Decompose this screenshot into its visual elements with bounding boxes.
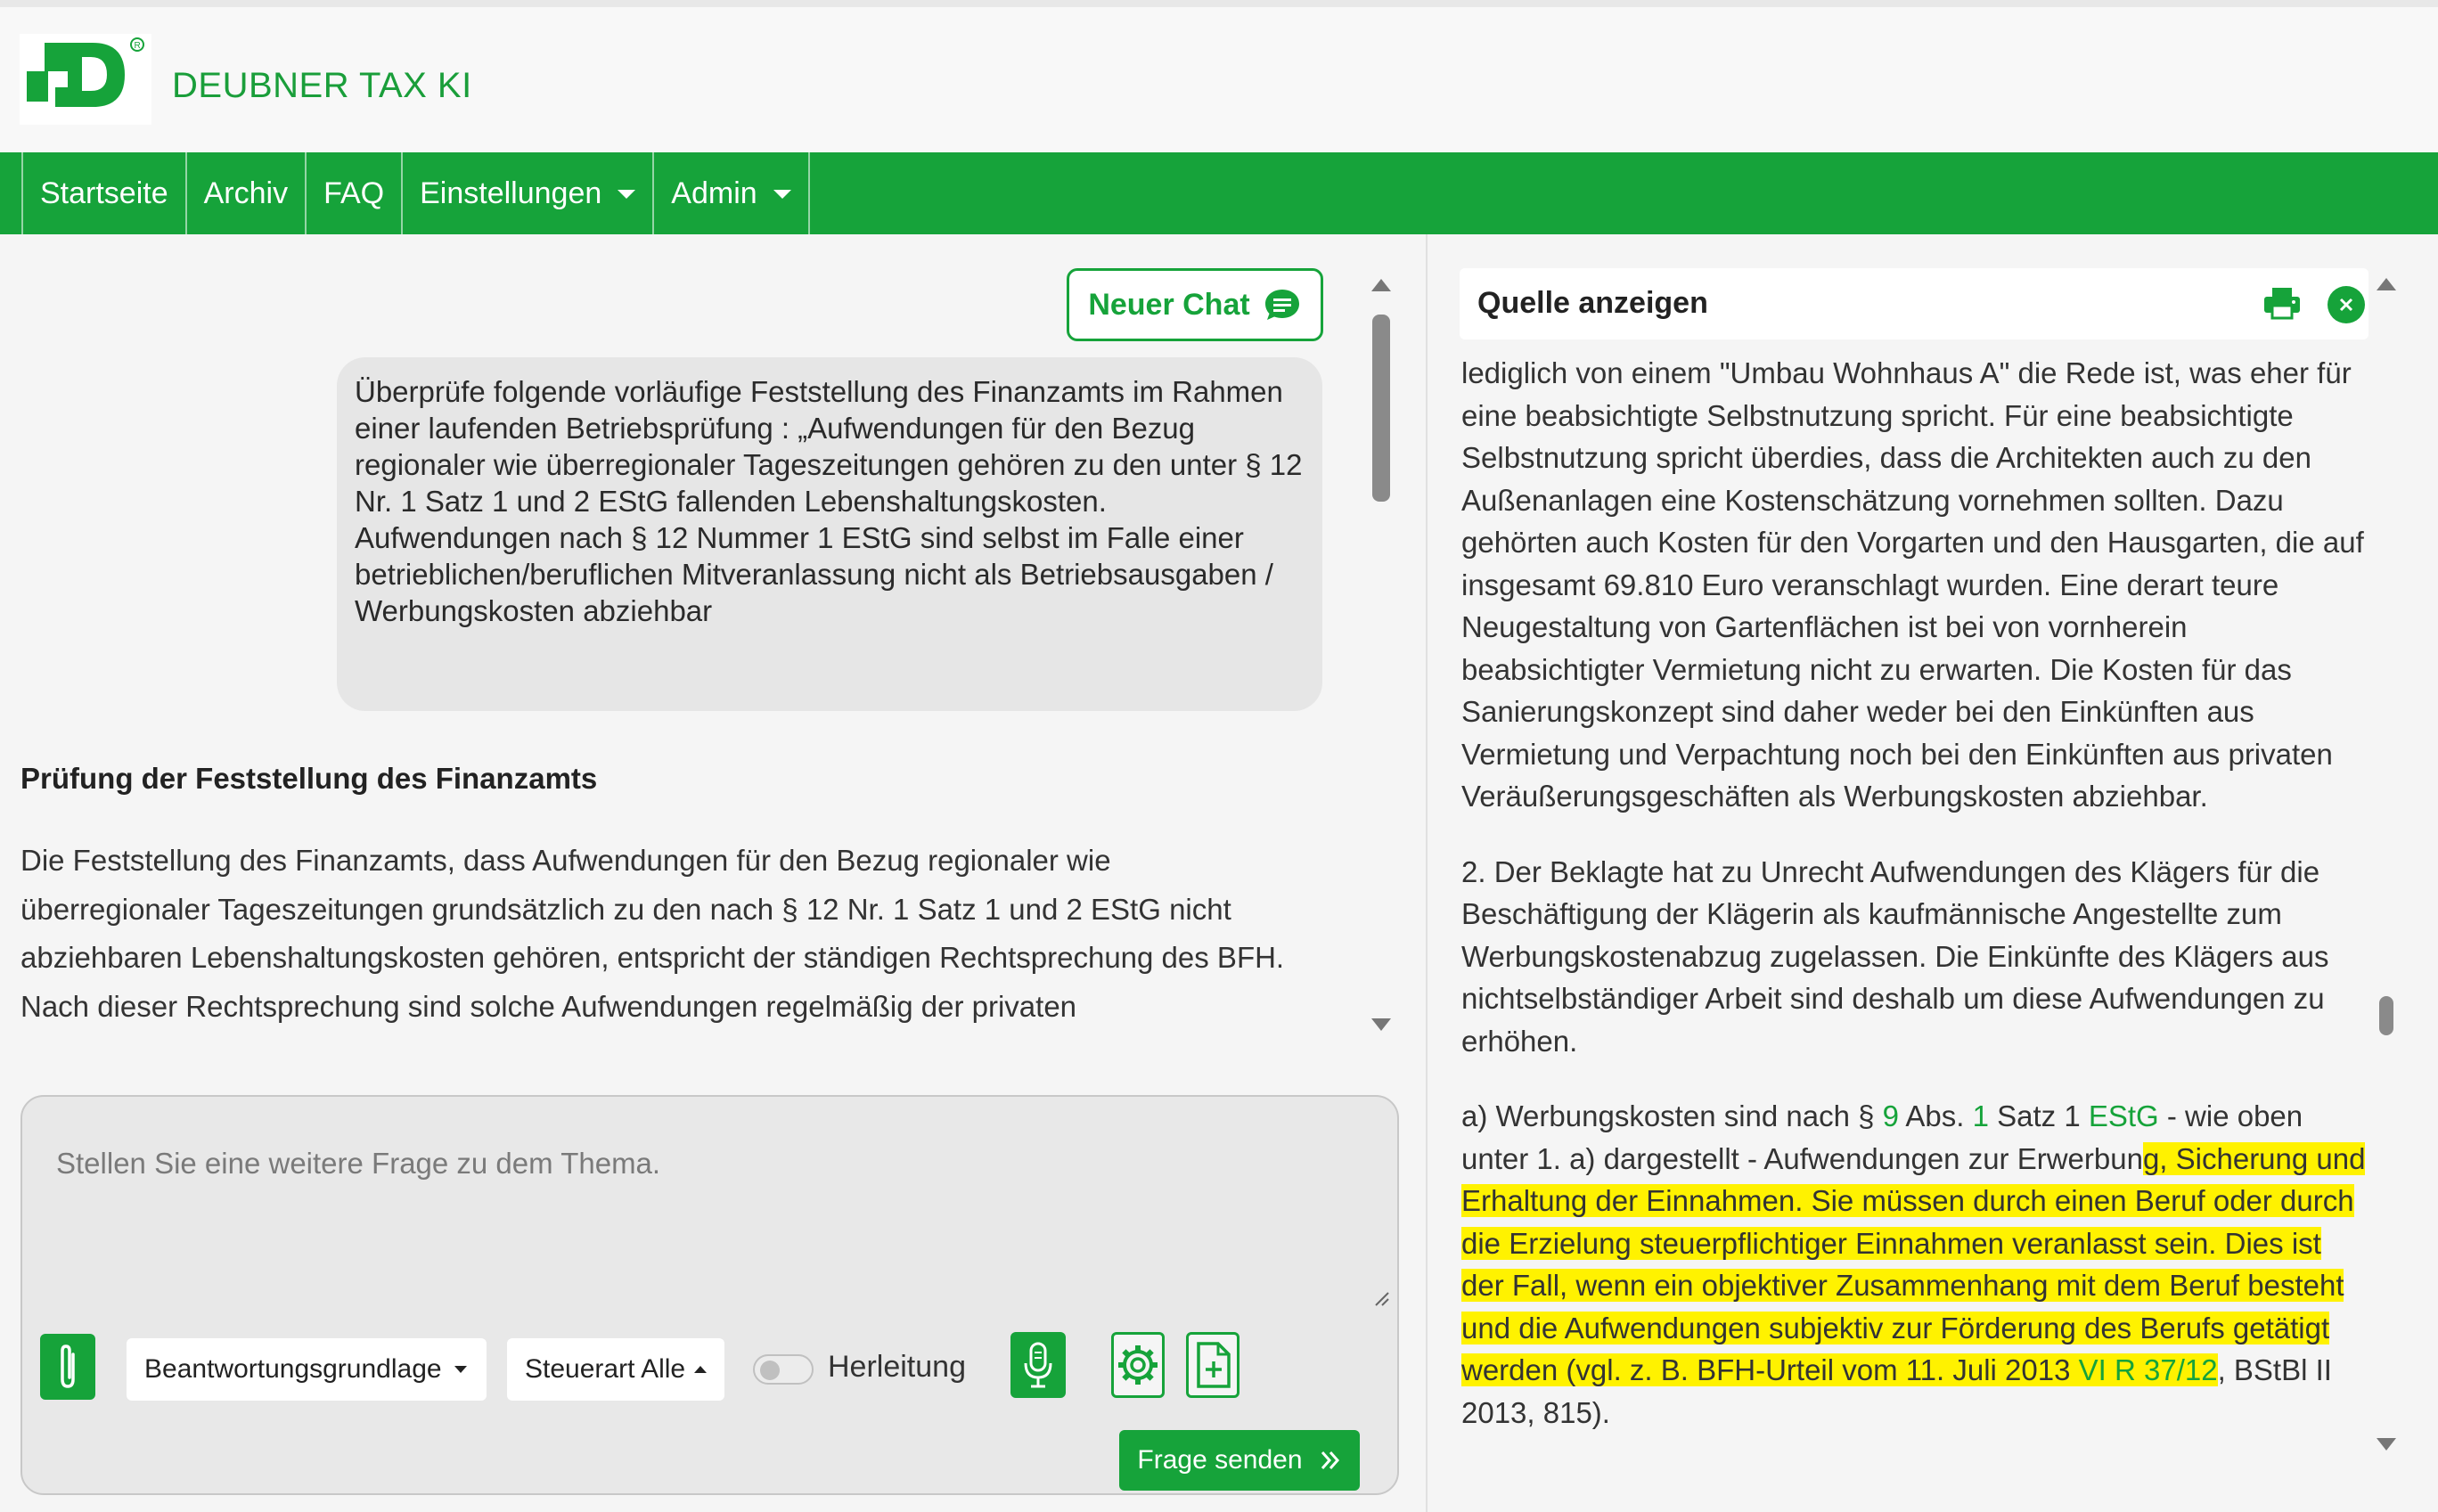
nav-label: Startseite bbox=[40, 176, 168, 210]
answer-heading: Prüfung der Feststellung des Finanzamts bbox=[20, 762, 598, 795]
file-plus-icon bbox=[1193, 1340, 1232, 1390]
text-span: , BStBl II 2013, 815). bbox=[1461, 1353, 2332, 1429]
nav-startseite[interactable] bbox=[21, 152, 185, 234]
settings-button[interactable] bbox=[1111, 1332, 1165, 1398]
text-span: Abs. bbox=[1899, 1099, 1973, 1132]
law-link[interactable]: 9 bbox=[1882, 1099, 1900, 1132]
source-pane bbox=[1426, 234, 2438, 1512]
nav-label: Archiv bbox=[203, 176, 289, 210]
caret-down-icon bbox=[454, 1366, 467, 1373]
caret-down-icon bbox=[618, 190, 635, 199]
add-document-button[interactable] bbox=[1186, 1332, 1239, 1398]
tax-type-dropdown[interactable] bbox=[507, 1338, 724, 1401]
source-paragraph: lediglich von einem "Umbau Wohnhaus A" die Rede ist, was eher für eine beabsichtigte Selbstnutzung spricht. Für eine beabsichtigte Selbstnutzung spricht überdies, dass die Architekten auch zu den Außenanlagen eine Kostenschätzung vornehmen sollten. Dazu gehörten auch Kosten für den Vorgarten und den Hausgarten, die auf insgesamt 69.810 Euro veranschlagt wurden. Eine derart teure Neugestaltung von Gartenflächen ist bei von vornherein beabsichtigter Vermietung nicht zu erwarten. Die Kosten für das Sanierungskonzept sind daher weder bei den Einkünften aus Vermietung und Verpachtung noch bei den Einkünften aus privaten Veräußerungsgeschäften als Werbungskosten abziehbar. bbox=[1461, 356, 2364, 813]
app-header bbox=[0, 7, 2438, 152]
source-scrollbar[interactable] bbox=[2374, 278, 2399, 1454]
microphone-button[interactable] bbox=[1010, 1332, 1066, 1398]
source-paragraph: 2. Der Beklagte hat zu Unrecht Aufwendungen des Klägers für die Beschäftigung der Klägerin als kaufmännische Angestellte zum Werbungskostenabzug zugelassen. Die Einkünfte des Klägers aus nichtselbständiger Arbeit sind deshalb um diese Aufwendungen zu erhöhen. bbox=[1461, 854, 2329, 1058]
new-chat-label: Neuer Chat bbox=[1088, 287, 1250, 322]
close-source-button[interactable] bbox=[2328, 286, 2365, 323]
scroll-thumb[interactable] bbox=[2379, 996, 2393, 1035]
chat-scrollbar[interactable] bbox=[1369, 279, 1394, 1045]
chat-bubble-icon bbox=[1263, 287, 1302, 323]
nav-faq[interactable] bbox=[305, 152, 401, 234]
text-span: Satz 1 bbox=[1988, 1099, 2089, 1132]
basis-dropdown-label: Beantwortungsgrundlage bbox=[144, 1354, 442, 1384]
paperclip-icon bbox=[54, 1342, 81, 1392]
top-border bbox=[0, 0, 2438, 7]
law-link[interactable]: EStG bbox=[2088, 1099, 2159, 1132]
source-title: Quelle anzeigen bbox=[1477, 286, 1708, 320]
gear-icon bbox=[1116, 1343, 1160, 1387]
nav-label: Einstellungen bbox=[420, 176, 602, 210]
nav-archiv[interactable] bbox=[185, 152, 305, 234]
ruling-link[interactable]: VI R 37/12 bbox=[2078, 1353, 2218, 1386]
double-chevron-right-icon bbox=[1319, 1449, 1342, 1472]
scroll-down-arrow-icon[interactable] bbox=[1371, 1018, 1391, 1031]
text-span: - wie oben unter 1. a) dargestellt - Aufwendungen zur Erwerbun bbox=[1461, 1099, 2303, 1175]
nav-einstellungen-dropdown[interactable] bbox=[401, 152, 652, 234]
source-header bbox=[1460, 268, 2368, 339]
source-paragraph bbox=[1461, 1095, 2370, 1434]
caret-up-icon bbox=[694, 1366, 707, 1373]
scroll-up-arrow-icon[interactable] bbox=[1371, 279, 1391, 291]
send-label: Frage senden bbox=[1137, 1445, 1303, 1475]
main-navbar bbox=[0, 152, 2438, 234]
scroll-up-arrow-icon[interactable] bbox=[2377, 278, 2396, 290]
send-question-button[interactable] bbox=[1119, 1430, 1360, 1491]
source-text bbox=[1461, 352, 2370, 1467]
deubner-logo[interactable] bbox=[20, 34, 151, 125]
nav-admin-dropdown[interactable] bbox=[652, 152, 809, 234]
nav-label: Admin bbox=[671, 176, 757, 210]
new-chat-button[interactable] bbox=[1067, 268, 1323, 341]
highlighted-text: g, Sicherung und Erhaltung der Einnahmen. Sie müssen durch einen Beruf oder durch die Erzielung steuerpflichtiger Einnahmen veranlasst sein. Dies ist der Fall, wenn ein objektiver Zusammenhang mit dem Beruf besteht und die Aufwendungen subjektiv zur Förderung des Berufs getätigt werden (vgl. z. B. BFH-Urteil vom 11. Juli 2013 bbox=[1461, 1141, 2366, 1386]
tax-type-label: Steuerart Alle bbox=[525, 1354, 686, 1384]
print-icon[interactable] bbox=[2260, 281, 2304, 325]
basis-dropdown[interactable] bbox=[127, 1338, 487, 1401]
chat-pane bbox=[0, 234, 1426, 1512]
svg-text:R: R bbox=[134, 41, 141, 51]
derivation-toggle[interactable] bbox=[753, 1354, 814, 1385]
nav-label: FAQ bbox=[323, 176, 385, 210]
attach-button[interactable] bbox=[40, 1334, 95, 1400]
scroll-thumb[interactable] bbox=[1372, 315, 1390, 502]
derivation-label: Herleitung bbox=[828, 1350, 966, 1384]
scroll-down-arrow-icon[interactable] bbox=[2377, 1438, 2396, 1451]
close-icon bbox=[2337, 296, 2355, 314]
toggle-knob bbox=[760, 1361, 780, 1380]
text-span: a) Werbungskosten sind nach § bbox=[1461, 1099, 1883, 1132]
user-message-bubble: Überprüfe folgende vorläufige Feststellung des Finanzamts im Rahmen einer laufenden Betriebsprüfung : „Aufwendungen für den Bezug regionaler wie überregionaler Tageszeitungen gehören zu den unter § 12 Nr. 1 Satz 1 und 2 EStG fallenden Lebenshaltungskosten. Aufwendungen nach § 12 Nummer 1 EStG sind selbst im Falle einer betrieblichen/beruflichen Mitveranlassung nicht als Betriebsausgaben / Werbungskosten abziehbar bbox=[337, 357, 1322, 711]
brand-title: DEUBNER TAX KI bbox=[172, 66, 472, 105]
law-link[interactable]: 1 bbox=[1972, 1099, 1989, 1132]
caret-down-icon bbox=[773, 190, 791, 199]
microphone-icon bbox=[1020, 1338, 1056, 1392]
answer-text: Die Feststellung des Finanzamts, dass Aufwendungen für den Bezug regionaler wie überregionaler Tageszeitungen grundsätzlich zu den nach § 12 Nr. 1 Satz 1 und 2 EStG nicht abziehbaren Lebenshaltungskosten gehören, entspricht der ständigen Rechtsprechung des BFH. Nach dieser Rechtsprechung sind solche Aufwendungen regelmäßig der privaten bbox=[20, 844, 1285, 1023]
